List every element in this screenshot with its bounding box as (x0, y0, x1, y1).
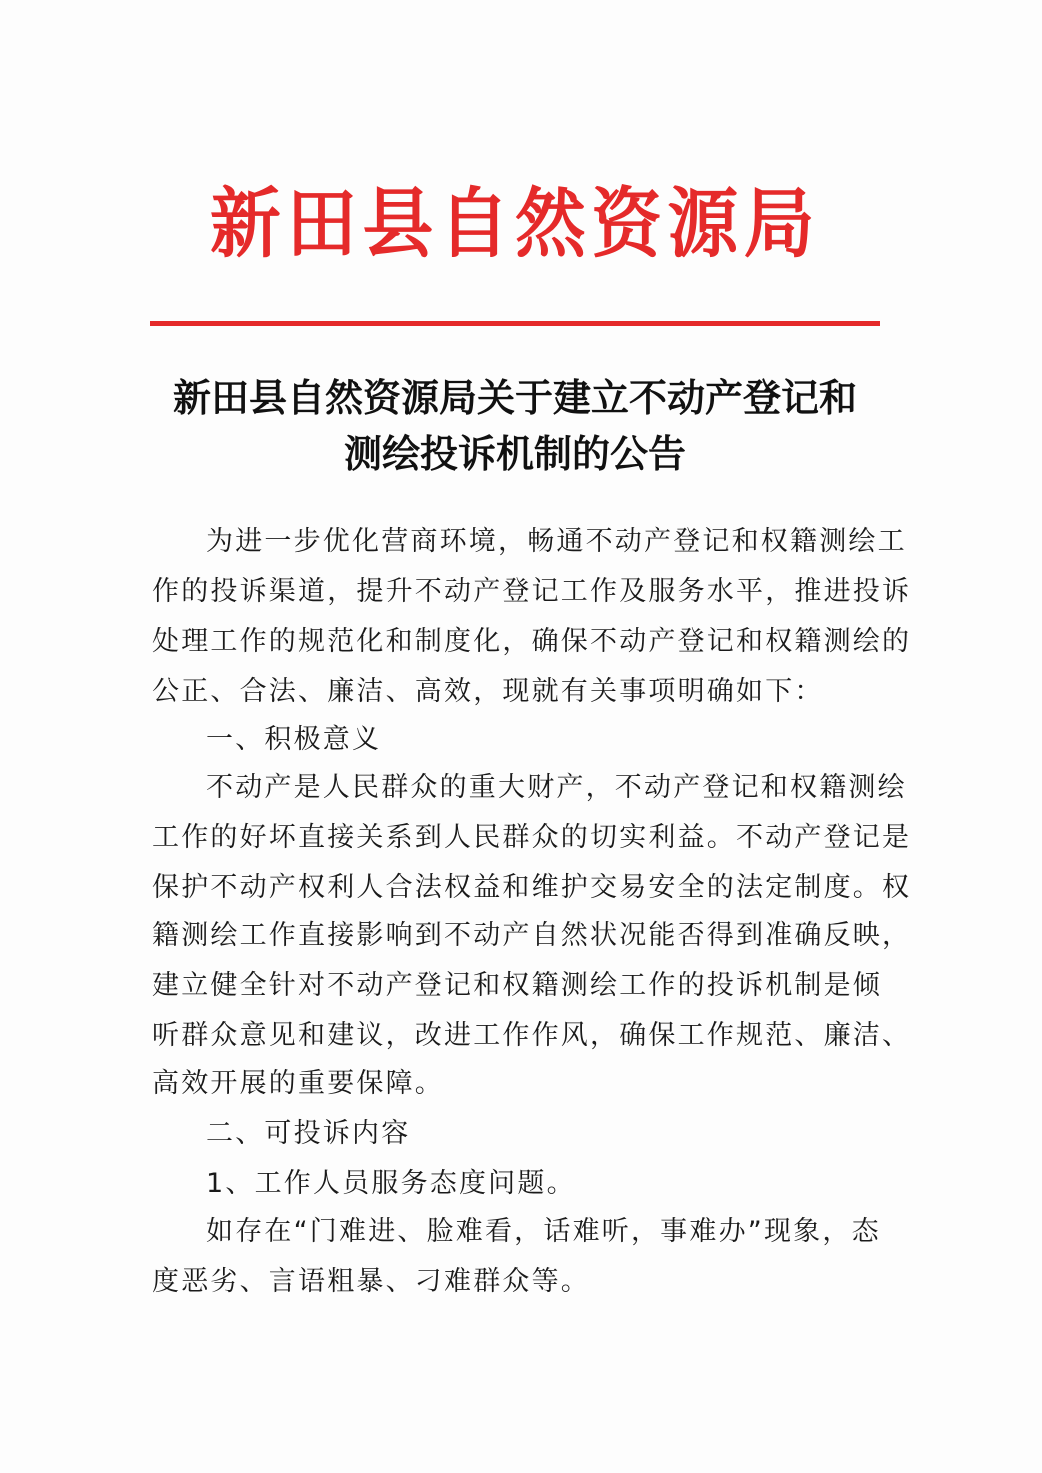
letterhead-red-rule (150, 321, 880, 326)
body-line-16: 度恶劣、言语粗暴、刁难群众等。 (152, 1266, 590, 1297)
body-line-9: 籍测绘工作直接影响到不动产自然状况能否得到准确反映， (152, 920, 912, 951)
title-line-2: 测绘投诉机制的公告 (343, 431, 686, 476)
body-line-4: 公正、合法、廉洁、高效，现就有关事项明确如下： (152, 676, 824, 707)
body-line-1: 为进一步优化营商环境，畅通不动产登记和权籍测绘工 (206, 526, 907, 557)
body-line-12: 高效开展的重要保障。 (152, 1068, 444, 1099)
letterhead-org-name: 新田县自然资源局 (209, 179, 821, 268)
section-heading-1: 一、积极意义 (206, 724, 382, 755)
title-line-1: 新田县自然资源局关于建立不动产登记和 (172, 375, 857, 420)
body-line-7: 工作的好坏直接关系到人民群众的切实利益。不动产登记是 (152, 822, 912, 853)
body-line-10: 建立健全针对不动产登记和权籍测绘工作的投诉机制是倾 (152, 970, 882, 1001)
list-item-1: 1、工作人员服务态度问题。 (206, 1168, 576, 1199)
body-line-3: 处理工作的规范化和制度化，确保不动产登记和权籍测绘的 (152, 626, 912, 657)
body-line-8: 保护不动产权利人合法权益和维护交易安全的法定制度。权 (152, 872, 912, 903)
body-line-6: 不动产是人民群众的重大财产，不动产登记和权籍测绘 (206, 772, 907, 803)
section-heading-2: 二、可投诉内容 (206, 1118, 411, 1149)
body-line-11: 听群众意见和建议，改进工作作风，确保工作规范、廉洁、 (152, 1020, 912, 1051)
body-line-2: 作的投诉渠道，提升不动产登记工作及服务水平，推进投诉 (152, 576, 912, 607)
document-title (120, 370, 910, 482)
body-line-15: 如存在“门难进、脸难看，话难听，事难办”现象，态 (206, 1216, 881, 1247)
